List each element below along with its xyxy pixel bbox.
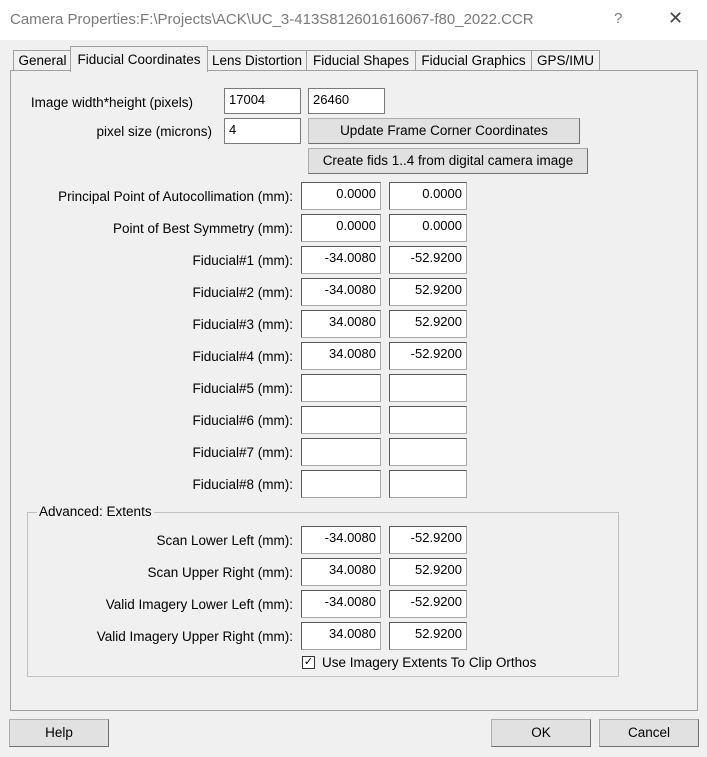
fiducial-5-y-input[interactable] — [389, 374, 467, 402]
valid-lower-left-y-input[interactable]: -52.9200 — [389, 590, 467, 618]
fiducial-2-label: Fiducial#2 (mm): — [192, 285, 293, 300]
fiducial-7-y-input[interactable] — [389, 438, 467, 466]
principal-point-x-input[interactable]: 0.0000 — [301, 182, 381, 210]
fiducial-7-label: Fiducial#7 (mm): — [192, 445, 293, 460]
fiducial-5-x-input[interactable] — [301, 374, 381, 402]
fiducial-3-y-input[interactable]: 52.9200 — [389, 310, 467, 338]
image-height-input[interactable]: 26460 — [308, 88, 385, 114]
pixel-size-input[interactable]: 4 — [224, 118, 301, 144]
fiducial-6-y-input[interactable] — [389, 406, 467, 434]
update-frame-corner-button[interactable]: Update Frame Corner Coordinates — [308, 118, 580, 144]
window-title: Camera Properties:F:\Projects\ACK\UC_3-413S812601616067-f80_2022.CCR — [10, 11, 534, 28]
fiducial-1-label: Fiducial#1 (mm): — [192, 253, 293, 268]
scan-lower-left-label: Scan Lower Left (mm): — [156, 533, 293, 548]
fiducial-6-label: Fiducial#6 (mm): — [192, 413, 293, 428]
scan-upper-right-x-input[interactable]: 34.0080 — [301, 558, 381, 586]
help-icon[interactable]: ? — [614, 10, 623, 27]
close-icon[interactable]: ✕ — [668, 8, 684, 28]
fiducial-8-label: Fiducial#8 (mm): — [192, 477, 293, 492]
valid-upper-right-y-input[interactable]: 52.9200 — [389, 622, 467, 650]
cancel-button[interactable]: Cancel — [599, 719, 699, 747]
valid-lower-left-x-input[interactable]: -34.0080 — [301, 590, 381, 618]
clip-orthos-checkbox[interactable]: ✓ — [303, 656, 314, 668]
fiducial-4-x-input[interactable]: 34.0080 — [301, 342, 381, 370]
fiducial-7-x-input[interactable] — [301, 438, 381, 466]
scan-lower-left-y-input[interactable]: -52.9200 — [389, 526, 467, 554]
create-fids-button[interactable]: Create fids 1..4 from digital camera image — [308, 148, 588, 174]
fiducial-2-y-input[interactable]: 52.9200 — [389, 278, 467, 306]
principal-point-label: Principal Point of Autocollimation (mm): — [58, 189, 293, 204]
tab-gps-imu[interactable]: GPS/IMU — [531, 50, 600, 71]
fiducial-1-y-input[interactable]: -52.9200 — [389, 246, 467, 274]
fiducial-6-x-input[interactable] — [301, 406, 381, 434]
valid-upper-right-label: Valid Imagery Upper Right (mm): — [96, 629, 293, 644]
best-symmetry-x-input[interactable]: 0.0000 — [301, 214, 381, 242]
tab-general[interactable]: General — [13, 50, 72, 71]
ok-button[interactable]: OK — [491, 719, 591, 747]
help-button[interactable]: Help — [9, 719, 109, 747]
advanced-extents-title: Advanced: Extents — [39, 504, 152, 519]
valid-upper-right-x-input[interactable]: 34.0080 — [301, 622, 381, 650]
fiducial-3-x-input[interactable]: 34.0080 — [301, 310, 381, 338]
fiducial-5-label: Fiducial#5 (mm): — [192, 381, 293, 396]
pixel-size-label: pixel size (microns) — [96, 124, 212, 139]
clip-orthos-label: Use Imagery Extents To Clip Orthos — [322, 655, 537, 670]
scan-upper-right-label: Scan Upper Right (mm): — [147, 565, 293, 580]
valid-lower-left-label: Valid Imagery Lower Left (mm): — [105, 597, 293, 612]
fiducial-2-x-input[interactable]: -34.0080 — [301, 278, 381, 306]
tab-fiducial-coordinates[interactable]: Fiducial Coordinates — [70, 46, 208, 72]
fiducial-8-x-input[interactable] — [301, 470, 381, 498]
tab-fiducial-graphics[interactable]: Fiducial Graphics — [415, 50, 532, 71]
image-width-input[interactable]: 17004 — [224, 88, 301, 114]
fiducial-3-label: Fiducial#3 (mm): — [192, 317, 293, 332]
fiducial-4-y-input[interactable]: -52.9200 — [389, 342, 467, 370]
scan-lower-left-x-input[interactable]: -34.0080 — [301, 526, 381, 554]
best-symmetry-y-input[interactable]: 0.0000 — [389, 214, 467, 242]
tab-fiducial-shapes[interactable]: Fiducial Shapes — [306, 50, 416, 71]
principal-point-y-input[interactable]: 0.0000 — [389, 182, 467, 210]
fiducial-8-y-input[interactable] — [389, 470, 467, 498]
scan-upper-right-y-input[interactable]: 52.9200 — [389, 558, 467, 586]
fiducial-4-label: Fiducial#4 (mm): — [192, 349, 293, 364]
best-symmetry-label: Point of Best Symmetry (mm): — [112, 221, 293, 236]
fiducial-1-x-input[interactable]: -34.0080 — [301, 246, 381, 274]
image-size-label: Image width*height (pixels) — [30, 95, 193, 110]
tab-lens-distortion[interactable]: Lens Distortion — [207, 50, 307, 71]
